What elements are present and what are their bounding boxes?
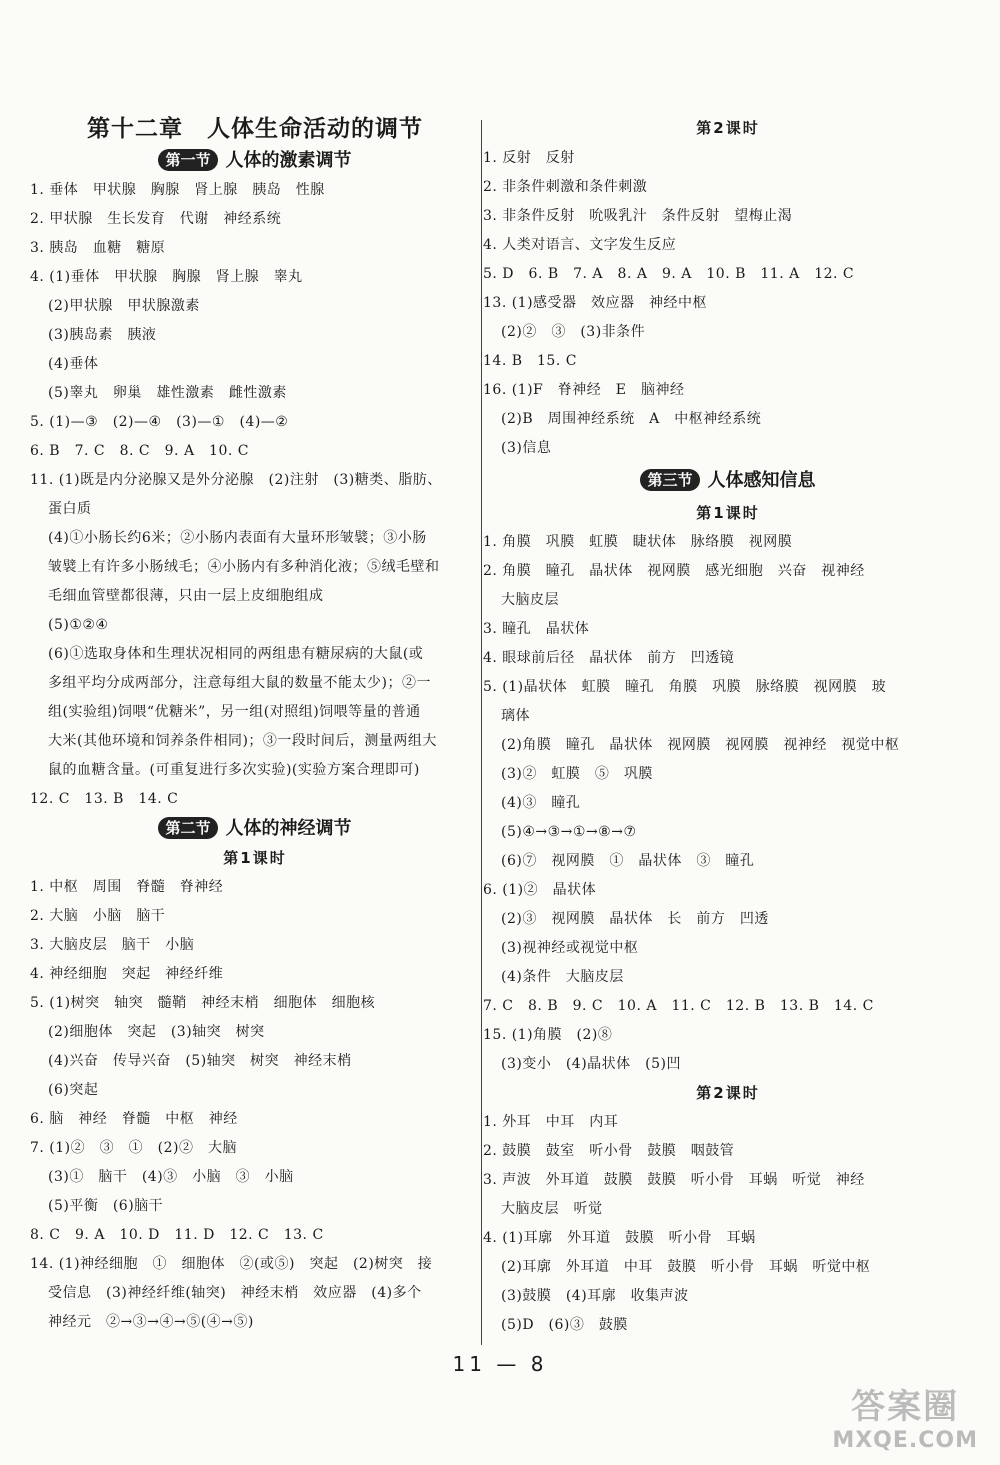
- answer-line: (5)①②④: [48, 617, 109, 633]
- section-title: 人体感知信息: [707, 470, 816, 491]
- section-title: 人体的神经调节: [225, 818, 352, 839]
- answer-line: (2)细胞体 突起 (3)轴突 树突: [48, 1024, 265, 1040]
- answer-line: (2)② ③ (3)非条件: [501, 324, 646, 340]
- answer-line: 11. (1)既是内分泌腺又是外分泌腺 (2)注射 (3)糖类、脂肪、: [30, 472, 442, 488]
- answer-line: (5)④→③→①→⑧→⑦: [501, 824, 637, 840]
- answer-line: (3)② 虹膜 ⑤ 巩膜: [501, 766, 653, 782]
- answer-line: 5. (1)树突 轴突 髓鞘 神经末梢 细胞体 细胞核: [30, 995, 376, 1011]
- answer-line: 4. (1)耳廓 外耳道 鼓膜 听小骨 耳蜗: [483, 1230, 756, 1246]
- section-answers: [30, 176, 480, 814]
- lesson-heading: 第1课时: [696, 504, 760, 522]
- answer-line: (2)③ 视网膜 晶状体 长 前方 凹透: [501, 911, 769, 927]
- answer-line: (6)⑦ 视网膜 ① 晶状体 ③ 瞳孔: [501, 853, 755, 869]
- section-answers: [483, 144, 973, 463]
- watermark-url: MXQE.COM: [832, 1428, 978, 1453]
- answer-line: 15. (1)角膜 (2)⑧: [483, 1027, 613, 1043]
- answer-line: (3)信息: [501, 440, 552, 456]
- lesson-heading: 第2课时: [696, 1084, 760, 1102]
- answer-line: 14. (1)神经细胞 ① 细胞体 ②(或⑤) 突起 (2)树突 接: [30, 1256, 433, 1272]
- answer-line: 4. (1)垂体 甲状腺 胸腺 肾上腺 睾丸: [30, 269, 303, 285]
- answer-line: (4)兴奋 传导兴奋 (5)轴突 树突 神经末梢: [48, 1053, 352, 1069]
- answer-line: 3. 瞳孔 晶状体: [483, 621, 590, 637]
- section-tag: 第二节: [158, 817, 217, 839]
- page-number: 11 — 8: [452, 1352, 548, 1376]
- answer-line: 大脑皮层 听觉: [501, 1201, 603, 1217]
- lesson-heading: 第1课时: [223, 849, 287, 867]
- answer-line: 2. 甲状腺 生长发育 代谢 神经系统: [30, 211, 282, 227]
- answer-line: (2)甲状腺 甲状腺激素: [48, 298, 200, 314]
- right-column: [483, 112, 973, 1340]
- section-heading: [30, 814, 480, 844]
- watermark: [832, 1379, 978, 1453]
- section-answers: [30, 873, 480, 1337]
- answer-line: 3. 大脑皮层 脑干 小脑: [30, 937, 195, 953]
- section-heading: [30, 146, 480, 176]
- answer-line: (3)① 脑干 (4)③ 小脑 ③ 小脑: [48, 1169, 294, 1185]
- answer-line: (4)垂体: [48, 356, 99, 372]
- answer-line: 鼠的血糖含量。(可重复进行多次实验)(实验方案合理即可): [48, 762, 420, 778]
- section-answers: [483, 528, 973, 1079]
- answer-line: 3. 声波 外耳道 鼓膜 鼓膜 听小骨 耳蜗 听觉 神经: [483, 1172, 865, 1188]
- answer-line: 蛋白质: [48, 501, 92, 517]
- answer-line: (4)①小肠长约6米；②小肠内表面有大量环形皱襞；③小肠: [48, 530, 427, 546]
- answer-line: 1. 反射 反射: [483, 150, 575, 166]
- answer-line: (2)B 周围神经系统 A 中枢神经系统: [501, 411, 762, 427]
- answer-line: 2. 鼓膜 鼓室 听小骨 鼓膜 咽鼓管: [483, 1143, 735, 1159]
- answer-line: 5. (1)—③ (2)—④ (3)—① (4)—②: [30, 414, 289, 430]
- column-divider: [481, 120, 482, 1345]
- answer-line: 1. 垂体 甲状腺 胸腺 肾上腺 胰岛 性腺: [30, 182, 325, 198]
- lesson-heading: 第2课时: [696, 119, 760, 137]
- answer-line: 1. 外耳 中耳 内耳: [483, 1114, 619, 1130]
- answer-line: 2. 非条件刺激和条件刺激: [483, 179, 648, 195]
- answer-line: 5. (1)晶状体 虹膜 瞳孔 角膜 巩膜 脉络膜 视网膜 玻: [483, 679, 887, 695]
- answer-line: (4)③ 瞳孔: [501, 795, 581, 811]
- answer-line: (3)鼓膜 (4)耳廓 收集声波: [501, 1288, 689, 1304]
- answer-line: (5)D (6)③ 鼓膜: [501, 1317, 628, 1333]
- answer-line: (4)条件 大脑皮层: [501, 969, 624, 985]
- section-title: 人体的激素调节: [225, 150, 352, 171]
- answer-line: 4. 神经细胞 突起 神经纤维: [30, 966, 224, 982]
- answer-line: 3. 非条件反射 吮吸乳汁 条件反射 望梅止渴: [483, 208, 793, 224]
- answer-line: 大米(其他环境和饲养条件相同)；③一段时间后，测量两组大: [48, 733, 437, 749]
- answer-line: 5. D 6. B 7. A 8. A 9. A 10. B 11. A 12. C: [483, 266, 855, 282]
- answer-line: 受信息 (3)神经纤维(轴突) 神经末梢 效应器 (4)多个: [48, 1285, 422, 1301]
- answer-line: (5)睾丸 卵巢 雄性激素 雌性激素: [48, 385, 287, 401]
- answer-line: 7. (1)② ③ ① (2)② 大脑: [30, 1140, 237, 1156]
- answer-line: 14. B 15. C: [483, 353, 577, 369]
- answer-line: 2. 大脑 小脑 脑干: [30, 908, 166, 924]
- section-tag: 第一节: [158, 149, 217, 171]
- answer-line: 1. 中枢 周围 脊髓 脊神经: [30, 879, 224, 895]
- section-tag: 第三节: [640, 469, 699, 491]
- answer-line: 6. (1)② 晶状体: [483, 882, 597, 898]
- answer-line: 13. (1)感受器 效应器 神经中枢: [483, 295, 708, 311]
- answer-line: 璃体: [501, 708, 530, 724]
- answer-line: 神经元 ②→③→④→⑤(④→⑤): [48, 1314, 254, 1330]
- answer-line: 7. C 8. B 9. C 10. A 11. C 12. B 13. B 14. C: [483, 998, 874, 1014]
- answer-line: 组(实验组)饲喂“优糖米”，另一组(对照组)饲喂等量的普通: [48, 704, 421, 720]
- answer-line: 6. B 7. C 8. C 9. A 10. C: [30, 443, 249, 459]
- section-answers: [483, 1108, 973, 1340]
- chapter-title: 第十二章 人体生命活动的调节: [87, 116, 423, 142]
- answer-line: 16. (1)F 脊神经 E 脑神经: [483, 382, 685, 398]
- answer-line: (6)①选取身体和生理状况相同的两组患有糖尿病的大鼠(或: [48, 646, 424, 662]
- answer-line: 8. C 9. A 10. D 11. D 12. C 13. C: [30, 1227, 324, 1243]
- answer-line: 12. C 13. B 14. C: [30, 791, 179, 807]
- answer-line: 大脑皮层: [501, 592, 559, 608]
- answer-line: (5)平衡 (6)脑干: [48, 1198, 164, 1214]
- answer-line: 毛细血管壁都很薄，只由一层上皮细胞组成: [48, 588, 324, 604]
- watermark-logo: 答案圈: [851, 1387, 960, 1427]
- answer-line: 皱襞上有许多小肠绒毛；④小肠内有多种消化液；⑤绒毛壁和: [48, 559, 440, 575]
- section-heading: [483, 463, 973, 499]
- answer-line: (6)突起: [48, 1082, 99, 1098]
- answer-line: 4. 人类对语言、文字发生反应: [483, 237, 677, 253]
- answer-line: 2. 角膜 瞳孔 晶状体 视网膜 感光细胞 兴奋 视神经: [483, 563, 865, 579]
- answer-line: 1. 角膜 巩膜 虹膜 睫状体 脉络膜 视网膜: [483, 534, 793, 550]
- left-column: [30, 112, 480, 1337]
- answer-line: (2)角膜 瞳孔 晶状体 视网膜 视网膜 视神经 视觉中枢: [501, 737, 900, 753]
- answer-line: (3)视神经或视觉中枢: [501, 940, 639, 956]
- answer-line: (3)胰岛素 胰液: [48, 327, 157, 343]
- answer-line: 4. 眼球前后径 晶状体 前方 凹透镜: [483, 650, 735, 666]
- answer-line: 多组平均分成两部分，注意每组大鼠的数量不能太少)；②一: [48, 675, 431, 691]
- answer-line: 3. 胰岛 血糖 糖原: [30, 240, 166, 256]
- answer-line: 6. 脑 神经 脊髓 中枢 神经: [30, 1111, 238, 1127]
- answer-line: (2)耳廓 外耳道 中耳 鼓膜 听小骨 耳蜗 听觉中枢: [501, 1259, 871, 1275]
- answer-line: (3)变小 (4)晶状体 (5)凹: [501, 1056, 681, 1072]
